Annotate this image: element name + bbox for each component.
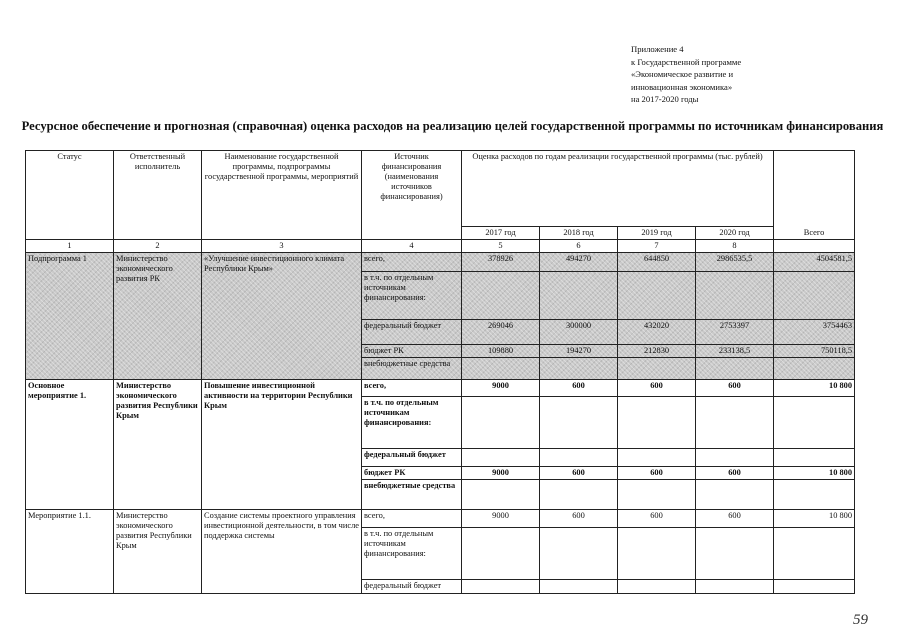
value-cell bbox=[696, 449, 774, 467]
row-program-name: Повышение инвестиционной активности на территории Республики Крым bbox=[202, 380, 362, 510]
resource-table bbox=[25, 150, 855, 594]
table-row bbox=[26, 510, 855, 528]
header-executor: Ответственный исполнитель bbox=[114, 151, 202, 240]
header-year: 2019 год bbox=[618, 227, 696, 240]
value-cell: 600 bbox=[696, 380, 774, 397]
value-cell: 600 bbox=[696, 510, 774, 528]
note-line: «Экономическое развитие и bbox=[631, 69, 734, 80]
value-cell: 9000 bbox=[462, 380, 540, 397]
row-source: всего, bbox=[362, 510, 462, 528]
value-cell: 600 bbox=[618, 467, 696, 480]
value-cell bbox=[540, 580, 618, 594]
total-cell bbox=[774, 272, 855, 320]
row-executor: Министерство экономического развития Республики Крым bbox=[114, 510, 202, 594]
note-line: инновационная экономика» bbox=[631, 81, 733, 92]
row-source: в т.ч. по отдельным источникам финансирования: bbox=[362, 397, 462, 449]
header-name: Наименование государственной программы, подпрограммы государственной программы, мероприятий bbox=[202, 151, 362, 240]
value-cell bbox=[462, 528, 540, 580]
value-cell: 2986535,5 bbox=[696, 253, 774, 272]
row-program-name: Создание системы проектного управления инвестиционной деятельности, в том числе поддержка системы bbox=[202, 510, 362, 594]
header-year: 2017 год bbox=[462, 227, 540, 240]
total-cell: 750118,5 bbox=[774, 345, 855, 358]
value-cell bbox=[462, 272, 540, 320]
row-source: в т.ч. по отдельным источникам финансирования: bbox=[362, 272, 462, 320]
value-cell bbox=[696, 528, 774, 580]
total-cell bbox=[774, 480, 855, 510]
total-cell: 10 800 bbox=[774, 467, 855, 480]
column-number: 5 bbox=[462, 240, 540, 253]
header-status: Статус bbox=[26, 151, 114, 240]
value-cell: 600 bbox=[540, 467, 618, 480]
row-source: бюджет РК bbox=[362, 345, 462, 358]
value-cell: 378926 bbox=[462, 253, 540, 272]
column-number bbox=[774, 240, 855, 253]
column-number: 3 bbox=[202, 240, 362, 253]
row-status: Мероприятие 1.1. bbox=[26, 510, 114, 594]
page-number: 59 bbox=[853, 612, 868, 628]
total-cell bbox=[774, 358, 855, 380]
total-cell: 10 800 bbox=[774, 510, 855, 528]
value-cell bbox=[540, 397, 618, 449]
header-estimate: Оценка расходов по годам реализации государственной программы (тыс. рублей) bbox=[462, 151, 774, 227]
header-year: 2018 год bbox=[540, 227, 618, 240]
note-line: Приложение 4 bbox=[631, 44, 684, 54]
value-cell: 109880 bbox=[462, 345, 540, 358]
row-source: федеральный бюджет bbox=[362, 449, 462, 467]
value-cell bbox=[618, 397, 696, 449]
value-cell bbox=[618, 528, 696, 580]
value-cell: 194270 bbox=[540, 345, 618, 358]
row-status: Подпрограмма 1 bbox=[26, 253, 114, 380]
column-number: 2 bbox=[114, 240, 202, 253]
total-cell: 10 800 bbox=[774, 380, 855, 397]
row-source: федеральный бюджет bbox=[362, 580, 462, 594]
row-executor: Министерство экономического развития Республики Крым bbox=[114, 380, 202, 510]
row-source: федеральный бюджет bbox=[362, 320, 462, 345]
value-cell: 9000 bbox=[462, 467, 540, 480]
value-cell bbox=[618, 272, 696, 320]
value-cell: 432020 bbox=[618, 320, 696, 345]
appendix-note bbox=[631, 43, 881, 106]
value-cell bbox=[696, 358, 774, 380]
document-title: Ресурсное обеспечение и прогнозная (справочная) оценка расходов на реализацию целей государственной программы по источникам финансирования bbox=[21, 119, 884, 133]
row-status: Основное мероприятие 1. bbox=[26, 380, 114, 510]
row-source: бюджет РК bbox=[362, 467, 462, 480]
column-number: 4 bbox=[362, 240, 462, 253]
row-source: внебюджетные средства bbox=[362, 480, 462, 510]
value-cell bbox=[696, 480, 774, 510]
row-program-name: «Улучшение инвестиционного климата Республики Крым» bbox=[202, 253, 362, 380]
row-executor: Министерство экономического развития РК bbox=[114, 253, 202, 380]
total-cell: 4504581,5 bbox=[774, 253, 855, 272]
value-cell bbox=[462, 358, 540, 380]
value-cell: 600 bbox=[696, 467, 774, 480]
table-row bbox=[26, 253, 855, 272]
value-cell bbox=[618, 480, 696, 510]
row-source: в т.ч. по отдельным источникам финансирования: bbox=[362, 528, 462, 580]
note-line: на 2017-2020 годы bbox=[631, 94, 699, 105]
value-cell: 600 bbox=[618, 510, 696, 528]
value-cell bbox=[540, 528, 618, 580]
value-cell bbox=[618, 449, 696, 467]
total-cell bbox=[774, 528, 855, 580]
header-source: Источник финансирования (наименования источников финансирования) bbox=[362, 151, 462, 240]
value-cell: 300000 bbox=[540, 320, 618, 345]
value-cell: 9000 bbox=[462, 510, 540, 528]
value-cell bbox=[696, 580, 774, 594]
value-cell: 494270 bbox=[540, 253, 618, 272]
total-cell: 3754463 bbox=[774, 320, 855, 345]
column-number: 6 bbox=[540, 240, 618, 253]
header-year: 2020 год bbox=[696, 227, 774, 240]
value-cell bbox=[618, 580, 696, 594]
value-cell: 269046 bbox=[462, 320, 540, 345]
value-cell bbox=[540, 480, 618, 510]
table-row bbox=[26, 380, 855, 397]
value-cell bbox=[696, 397, 774, 449]
value-cell bbox=[462, 397, 540, 449]
value-cell bbox=[462, 480, 540, 510]
value-cell bbox=[540, 449, 618, 467]
total-cell bbox=[774, 397, 855, 449]
value-cell: 2753397 bbox=[696, 320, 774, 345]
value-cell bbox=[540, 272, 618, 320]
note-line: к Государственной программе bbox=[631, 56, 742, 67]
value-cell: 644850 bbox=[618, 253, 696, 272]
value-cell: 600 bbox=[540, 380, 618, 397]
value-cell: 212830 bbox=[618, 345, 696, 358]
total-cell bbox=[774, 580, 855, 594]
column-number: 8 bbox=[696, 240, 774, 253]
value-cell: 600 bbox=[618, 380, 696, 397]
row-source: всего, bbox=[362, 380, 462, 397]
row-source: всего, bbox=[362, 253, 462, 272]
value-cell bbox=[462, 449, 540, 467]
header-total: Всего bbox=[774, 151, 855, 240]
value-cell bbox=[540, 358, 618, 380]
column-number: 1 bbox=[26, 240, 114, 253]
value-cell: 233138,5 bbox=[696, 345, 774, 358]
value-cell bbox=[618, 358, 696, 380]
row-source: внебюджетные средства bbox=[362, 358, 462, 380]
value-cell bbox=[462, 580, 540, 594]
column-number: 7 bbox=[618, 240, 696, 253]
value-cell: 600 bbox=[540, 510, 618, 528]
total-cell bbox=[774, 449, 855, 467]
value-cell bbox=[696, 272, 774, 320]
